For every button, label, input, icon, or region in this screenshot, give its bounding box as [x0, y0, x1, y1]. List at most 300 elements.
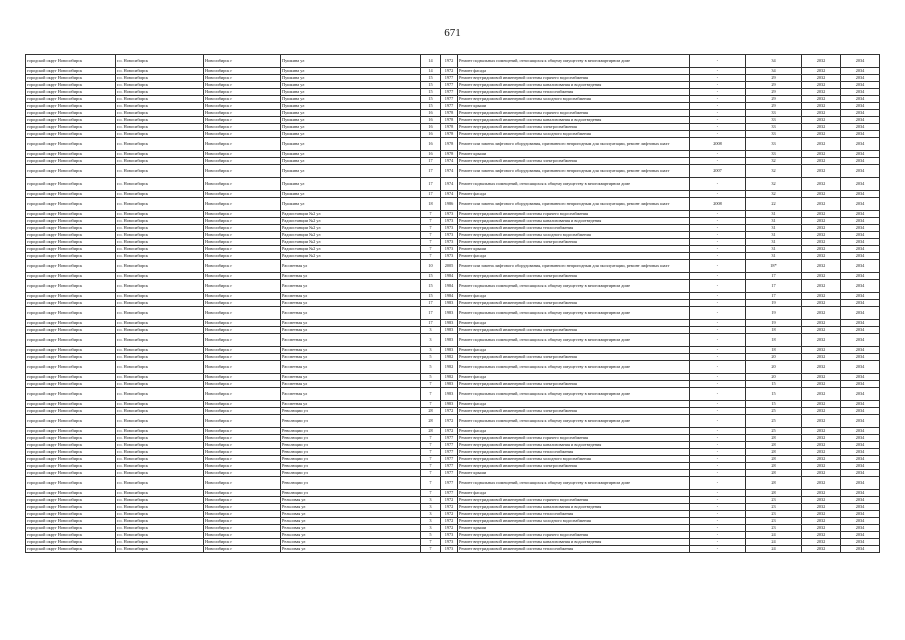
build-year-cell: 1983 [441, 320, 458, 327]
house-number-cell: 3 [421, 327, 441, 334]
street-cell: Рассветная ул [281, 280, 421, 293]
work-type-cell: Ремонт внутридомовой инженерной системы электроснабжения [458, 381, 690, 388]
work-type-cell: Ремонт внутридомовой инженерной системы канализования и водоотведения [458, 504, 690, 511]
start-year-cell: 2032 [802, 280, 841, 293]
last-repair-year-cell: - [690, 300, 746, 307]
street-cell: Рассветная ул [281, 361, 421, 374]
table-row [26, 138, 880, 151]
street-cell: Пушкина ул [281, 117, 421, 124]
settlement-cell: Новосибирск г [204, 334, 281, 347]
house-number-cell: 7 [421, 456, 441, 463]
municipality-cell: г.о. Новосибирск [116, 532, 204, 539]
start-year-cell: 2032 [802, 490, 841, 497]
settlement-cell: Новосибирск г [204, 477, 281, 490]
end-year-cell: 2034 [841, 504, 880, 511]
municipality-cell: г.о. Новосибирск [116, 539, 204, 546]
start-year-cell: 2032 [802, 75, 841, 82]
end-year-cell: 2034 [841, 354, 880, 361]
work-type-cell: Ремонт внутридомовой инженерной системы электроснабжения [458, 408, 690, 415]
wear-cell: 29 [746, 96, 802, 103]
street-cell: Революции ул [281, 415, 421, 428]
end-year-cell: 2034 [841, 470, 880, 477]
municipality-cell: г.о. Новосибирск [116, 347, 204, 354]
house-number-cell: 17 [421, 320, 441, 327]
work-type-cell: Ремонт или замена лифтового оборудования, признанного непригодным для эксплуатации, ремонт лифтовых шахт [458, 198, 690, 211]
build-year-cell: 1978 [441, 131, 458, 138]
district-cell: городской округ Новосибирск [26, 253, 116, 260]
work-type-cell: Ремонт внутридомовой инженерной системы электроснабжения [458, 273, 690, 280]
municipality-cell: г.о. Новосибирск [116, 477, 204, 490]
work-type-cell: Ремонт внутридомовой инженерной системы теплоснабжения [458, 511, 690, 518]
build-year-cell: 1973 [441, 225, 458, 232]
district-cell: городской округ Новосибирск [26, 504, 116, 511]
district-cell: городской округ Новосибирск [26, 361, 116, 374]
house-number-cell: 28 [421, 408, 441, 415]
end-year-cell: 2034 [841, 191, 880, 198]
end-year-cell: 2034 [841, 75, 880, 82]
work-type-cell: Ремонт внутридомовой инженерной системы теплоснабжения [458, 546, 690, 553]
municipality-cell: г.о. Новосибирск [116, 428, 204, 435]
municipality-cell: г.о. Новосибирск [116, 131, 204, 138]
work-type-cell: Ремонт крыши [458, 470, 690, 477]
start-year-cell: 2032 [802, 131, 841, 138]
settlement-cell: Новосибирск г [204, 539, 281, 546]
district-cell: городской округ Новосибирск [26, 463, 116, 470]
wear-cell: 29 [746, 89, 802, 96]
settlement-cell: Новосибирск г [204, 273, 281, 280]
table-row [26, 428, 880, 435]
table-row [26, 546, 880, 553]
build-year-cell: 1978 [441, 151, 458, 158]
work-type-cell: Ремонт подвальных помещений, относящихся к общему имуществу в многоквартирном доме [458, 388, 690, 401]
settlement-cell: Новосибирск г [204, 96, 281, 103]
wear-cell: 25 [746, 415, 802, 428]
end-year-cell: 2034 [841, 158, 880, 165]
work-type-cell: Ремонт фасада [458, 490, 690, 497]
municipality-cell: г.о. Новосибирск [116, 361, 204, 374]
settlement-cell: Новосибирск г [204, 401, 281, 408]
build-year-cell: 1973 [441, 246, 458, 253]
district-cell: городской округ Новосибирск [26, 75, 116, 82]
wear-cell: 15 [746, 388, 802, 401]
table-row [26, 327, 880, 334]
last-repair-year-cell: - [690, 124, 746, 131]
street-cell: Пушкина ул [281, 198, 421, 211]
municipality-cell: г.о. Новосибирск [116, 334, 204, 347]
house-number-cell: 7 [421, 232, 441, 239]
last-repair-year-cell: - [690, 415, 746, 428]
municipality-cell: г.о. Новосибирск [116, 401, 204, 408]
build-year-cell: 1973 [441, 532, 458, 539]
work-type-cell: Ремонт внутридомовой инженерной системы теплоснабжения [458, 89, 690, 96]
end-year-cell: 2034 [841, 293, 880, 300]
table-row [26, 300, 880, 307]
house-number-cell: 7 [421, 239, 441, 246]
work-type-cell: Ремонт внутридомовой инженерной системы электроснабжения [458, 327, 690, 334]
start-year-cell: 2032 [802, 327, 841, 334]
start-year-cell: 2032 [802, 504, 841, 511]
municipality-cell: г.о. Новосибирск [116, 117, 204, 124]
municipality-cell: г.о. Новосибирск [116, 293, 204, 300]
build-year-cell: 1983 [441, 381, 458, 388]
house-number-cell: 7 [421, 401, 441, 408]
work-type-cell: Ремонт крыши [458, 103, 690, 110]
end-year-cell: 2034 [841, 456, 880, 463]
capital-repair-table [25, 54, 880, 553]
work-type-cell: Ремонт фасада [458, 293, 690, 300]
street-cell: Революции ул [281, 449, 421, 456]
settlement-cell: Новосибирск г [204, 546, 281, 553]
municipality-cell: г.о. Новосибирск [116, 198, 204, 211]
table-row [26, 477, 880, 490]
settlement-cell: Новосибирск г [204, 415, 281, 428]
end-year-cell: 2034 [841, 361, 880, 374]
municipality-cell: г.о. Новосибирск [116, 96, 204, 103]
street-cell: Пушкина ул [281, 178, 421, 191]
last-repair-year-cell: - [690, 253, 746, 260]
table-row [26, 198, 880, 211]
district-cell: городской округ Новосибирск [26, 151, 116, 158]
last-repair-year-cell: 2007 [690, 165, 746, 178]
settlement-cell: Новосибирск г [204, 165, 281, 178]
table-row [26, 449, 880, 456]
start-year-cell: 2032 [802, 546, 841, 553]
start-year-cell: 2032 [802, 158, 841, 165]
work-type-cell: Ремонт или замена лифтового оборудования, признанного непригодным для эксплуатации, ремонт лифтовых шахт [458, 260, 690, 273]
end-year-cell: 2034 [841, 428, 880, 435]
last-repair-year-cell: 2008 [690, 138, 746, 151]
start-year-cell: 2032 [802, 408, 841, 415]
house-number-cell: 17 [421, 191, 441, 198]
work-type-cell: Ремонт фасада [458, 401, 690, 408]
street-cell: Рассветная ул [281, 320, 421, 327]
table-row [26, 82, 880, 89]
house-number-cell: 7 [421, 546, 441, 553]
municipality-cell: г.о. Новосибирск [116, 327, 204, 334]
house-number-cell: 16 [421, 124, 441, 131]
start-year-cell: 2032 [802, 96, 841, 103]
last-repair-year-cell: - [690, 347, 746, 354]
table-row [26, 334, 880, 347]
start-year-cell: 2032 [802, 300, 841, 307]
work-type-cell: Ремонт внутридомовой инженерной системы электроснабжения [458, 124, 690, 131]
table-row [26, 117, 880, 124]
work-type-cell: Ремонт внутридомовой инженерной системы электроснабжения [458, 463, 690, 470]
end-year-cell: 2034 [841, 539, 880, 546]
street-cell: Пушкина ул [281, 75, 421, 82]
end-year-cell: 2034 [841, 388, 880, 401]
table-row [26, 307, 880, 320]
table-row [26, 518, 880, 525]
street-cell: Рельсовая ул [281, 539, 421, 546]
last-repair-year-cell: - [690, 497, 746, 504]
district-cell: городской округ Новосибирск [26, 117, 116, 124]
start-year-cell: 2032 [802, 198, 841, 211]
work-type-cell: Ремонт внутридомовой инженерной системы горячего водоснабжения [458, 211, 690, 218]
last-repair-year-cell: - [690, 82, 746, 89]
house-number-cell: 5 [421, 361, 441, 374]
table-row [26, 191, 880, 198]
work-type-cell: Ремонт внутридомовой инженерной системы канализования и водоотведения [458, 539, 690, 546]
municipality-cell: г.о. Новосибирск [116, 354, 204, 361]
start-year-cell: 2032 [802, 178, 841, 191]
end-year-cell: 2034 [841, 408, 880, 415]
street-cell: Пушкина ул [281, 103, 421, 110]
build-year-cell: 1973 [441, 239, 458, 246]
build-year-cell: 1982 [441, 374, 458, 381]
municipality-cell: г.о. Новосибирск [116, 165, 204, 178]
start-year-cell: 2032 [802, 401, 841, 408]
settlement-cell: Новосибирск г [204, 191, 281, 198]
end-year-cell: 2034 [841, 253, 880, 260]
wear-cell: 32 [746, 165, 802, 178]
house-number-cell: 7 [421, 381, 441, 388]
end-year-cell: 2034 [841, 273, 880, 280]
wear-cell: 20 [746, 361, 802, 374]
municipality-cell: г.о. Новосибирск [116, 435, 204, 442]
district-cell: городской округ Новосибирск [26, 280, 116, 293]
wear-cell: 24 [746, 539, 802, 546]
settlement-cell: Новосибирск г [204, 280, 281, 293]
last-repair-year-cell: - [690, 211, 746, 218]
municipality-cell: г.о. Новосибирск [116, 68, 204, 75]
end-year-cell: 2034 [841, 198, 880, 211]
last-repair-year-cell: - [690, 539, 746, 546]
start-year-cell: 2032 [802, 361, 841, 374]
house-number-cell: 3 [421, 334, 441, 347]
build-year-cell: 1972 [441, 55, 458, 68]
table-row [26, 89, 880, 96]
street-cell: Радиостанции №2 ул [281, 232, 421, 239]
work-type-cell: Ремонт крыши [458, 525, 690, 532]
street-cell: Революции ул [281, 490, 421, 497]
table-row [26, 110, 880, 117]
municipality-cell: г.о. Новосибирск [116, 151, 204, 158]
municipality-cell: г.о. Новосибирск [116, 320, 204, 327]
wear-cell: 33 [746, 117, 802, 124]
house-number-cell: 7 [421, 435, 441, 442]
municipality-cell: г.о. Новосибирск [116, 504, 204, 511]
start-year-cell: 2032 [802, 435, 841, 442]
wear-cell: 29 [746, 103, 802, 110]
wear-cell: 28 [746, 470, 802, 477]
last-repair-year-cell: 2008 [690, 198, 746, 211]
work-type-cell: Ремонт внутридомовой инженерной системы холодного водоснабжения [458, 131, 690, 138]
last-repair-year-cell: - [690, 239, 746, 246]
street-cell: Революции ул [281, 442, 421, 449]
end-year-cell: 2034 [841, 320, 880, 327]
start-year-cell: 2032 [802, 239, 841, 246]
district-cell: городской округ Новосибирск [26, 539, 116, 546]
end-year-cell: 2034 [841, 347, 880, 354]
build-year-cell: 1972 [441, 68, 458, 75]
work-type-cell: Ремонт подвальных помещений, относящихся к общему имуществу в многоквартирном доме [458, 307, 690, 320]
table-row [26, 103, 880, 110]
end-year-cell: 2034 [841, 117, 880, 124]
table-row [26, 361, 880, 374]
wear-cell: 28 [746, 456, 802, 463]
settlement-cell: Новосибирск г [204, 381, 281, 388]
settlement-cell: Новосибирск г [204, 239, 281, 246]
start-year-cell: 2032 [802, 82, 841, 89]
street-cell: Революции ул [281, 463, 421, 470]
wear-cell: 18 [746, 347, 802, 354]
last-repair-year-cell: - [690, 117, 746, 124]
street-cell: Рассветная ул [281, 300, 421, 307]
table-row [26, 253, 880, 260]
start-year-cell: 2032 [802, 246, 841, 253]
street-cell: Пушкина ул [281, 89, 421, 96]
street-cell: Пушкина ул [281, 131, 421, 138]
house-number-cell: 7 [421, 490, 441, 497]
house-number-cell: 17 [421, 307, 441, 320]
settlement-cell: Новосибирск г [204, 260, 281, 273]
end-year-cell: 2034 [841, 381, 880, 388]
last-repair-year-cell: - [690, 131, 746, 138]
table-row [26, 158, 880, 165]
house-number-cell: 7 [421, 211, 441, 218]
district-cell: городской округ Новосибирск [26, 218, 116, 225]
table-body [26, 55, 880, 553]
municipality-cell: г.о. Новосибирск [116, 178, 204, 191]
table-row [26, 442, 880, 449]
district-cell: городской округ Новосибирск [26, 82, 116, 89]
work-type-cell: Ремонт подвальных помещений, относящихся к общему имуществу в многоквартирном доме [458, 415, 690, 428]
end-year-cell: 2034 [841, 131, 880, 138]
wear-cell: 28 [746, 442, 802, 449]
district-cell: городской округ Новосибирск [26, 490, 116, 497]
start-year-cell: 2032 [802, 218, 841, 225]
municipality-cell: г.о. Новосибирск [116, 408, 204, 415]
work-type-cell: Ремонт внутридомовой инженерной системы холодного водоснабжения [458, 518, 690, 525]
table-row [26, 75, 880, 82]
work-type-cell: Ремонт подвальных помещений, относящихся к общему имуществу в многоквартирном доме [458, 178, 690, 191]
settlement-cell: Новосибирск г [204, 82, 281, 89]
end-year-cell: 2034 [841, 463, 880, 470]
settlement-cell: Новосибирск г [204, 151, 281, 158]
district-cell: городской округ Новосибирск [26, 232, 116, 239]
last-repair-year-cell: - [690, 191, 746, 198]
settlement-cell: Новосибирск г [204, 504, 281, 511]
build-year-cell: 1972 [441, 518, 458, 525]
last-repair-year-cell: - [690, 435, 746, 442]
table-row [26, 232, 880, 239]
end-year-cell: 2034 [841, 68, 880, 75]
last-repair-year-cell: - [690, 280, 746, 293]
build-year-cell: 1973 [441, 218, 458, 225]
street-cell: Пушкина ул [281, 96, 421, 103]
table-row [26, 497, 880, 504]
table-row [26, 401, 880, 408]
municipality-cell: г.о. Новосибирск [116, 463, 204, 470]
house-number-cell: 7 [421, 225, 441, 232]
end-year-cell: 2034 [841, 55, 880, 68]
wear-cell: 33 [746, 138, 802, 151]
district-cell: городской округ Новосибирск [26, 347, 116, 354]
start-year-cell: 2032 [802, 347, 841, 354]
municipality-cell: г.о. Новосибирск [116, 490, 204, 497]
wear-cell: 23 [746, 497, 802, 504]
district-cell: городской округ Новосибирск [26, 401, 116, 408]
work-type-cell: Ремонт внутридомовой инженерной системы электроснабжения [458, 239, 690, 246]
last-repair-year-cell: - [690, 110, 746, 117]
wear-cell: 24 [746, 546, 802, 553]
wear-cell: 17 [746, 273, 802, 280]
start-year-cell: 2032 [802, 117, 841, 124]
wear-cell: 19 [746, 320, 802, 327]
table-row [26, 131, 880, 138]
district-cell: городской округ Новосибирск [26, 293, 116, 300]
table-row [26, 381, 880, 388]
build-year-cell: 1984 [441, 273, 458, 280]
end-year-cell: 2034 [841, 89, 880, 96]
start-year-cell: 2032 [802, 232, 841, 239]
settlement-cell: Новосибирск г [204, 68, 281, 75]
table-row [26, 490, 880, 497]
wear-cell: 18 [746, 334, 802, 347]
district-cell: городской округ Новосибирск [26, 131, 116, 138]
wear-cell: 18 [746, 327, 802, 334]
wear-cell: 25 [746, 408, 802, 415]
district-cell: городской округ Новосибирск [26, 456, 116, 463]
street-cell: Радиостанции №2 ул [281, 225, 421, 232]
work-type-cell: Ремонт внутридомовой инженерной системы электроснабжения [458, 300, 690, 307]
district-cell: городской округ Новосибирск [26, 518, 116, 525]
build-year-cell: 1984 [441, 280, 458, 293]
last-repair-year-cell: - [690, 456, 746, 463]
street-cell: Рассветная ул [281, 381, 421, 388]
district-cell: городской округ Новосибирск [26, 96, 116, 103]
work-type-cell: Ремонт внутридомовой инженерной системы теплоснабжения [458, 449, 690, 456]
municipality-cell: г.о. Новосибирск [116, 449, 204, 456]
street-cell: Революции ул [281, 456, 421, 463]
district-cell: городской округ Новосибирск [26, 198, 116, 211]
start-year-cell: 2032 [802, 260, 841, 273]
settlement-cell: Новосибирск г [204, 75, 281, 82]
street-cell: Рассветная ул [281, 334, 421, 347]
settlement-cell: Новосибирск г [204, 117, 281, 124]
municipality-cell: г.о. Новосибирск [116, 546, 204, 553]
house-number-cell: 7 [421, 477, 441, 490]
municipality-cell: г.о. Новосибирск [116, 253, 204, 260]
settlement-cell: Новосибирск г [204, 497, 281, 504]
work-type-cell: Ремонт или замена лифтового оборудования, признанного непригодным для эксплуатации, ремонт лифтовых шахт [458, 138, 690, 151]
street-cell: Радиостанции №2 ул [281, 239, 421, 246]
house-number-cell: 15 [421, 82, 441, 89]
house-number-cell: 16 [421, 131, 441, 138]
street-cell: Рельсовая ул [281, 511, 421, 518]
build-year-cell: 1983 [441, 388, 458, 401]
last-repair-year-cell: - [690, 55, 746, 68]
work-type-cell: Ремонт фасада [458, 347, 690, 354]
district-cell: городской округ Новосибирск [26, 449, 116, 456]
build-year-cell: 1974 [441, 158, 458, 165]
municipality-cell: г.о. Новосибирск [116, 388, 204, 401]
table-row [26, 388, 880, 401]
street-cell: Революции ул [281, 477, 421, 490]
last-repair-year-cell: - [690, 334, 746, 347]
work-type-cell: Ремонт внутридомовой инженерной системы холодного водоснабжения [458, 96, 690, 103]
wear-cell: 17 [746, 280, 802, 293]
street-cell: Революции ул [281, 435, 421, 442]
table-row [26, 178, 880, 191]
table-row [26, 273, 880, 280]
district-cell: городской округ Новосибирск [26, 546, 116, 553]
work-type-cell: Ремонт внутридомовой инженерной системы горячего водоснабжения [458, 532, 690, 539]
build-year-cell: 1972 [441, 428, 458, 435]
house-number-cell: 15 [421, 273, 441, 280]
start-year-cell: 2032 [802, 428, 841, 435]
